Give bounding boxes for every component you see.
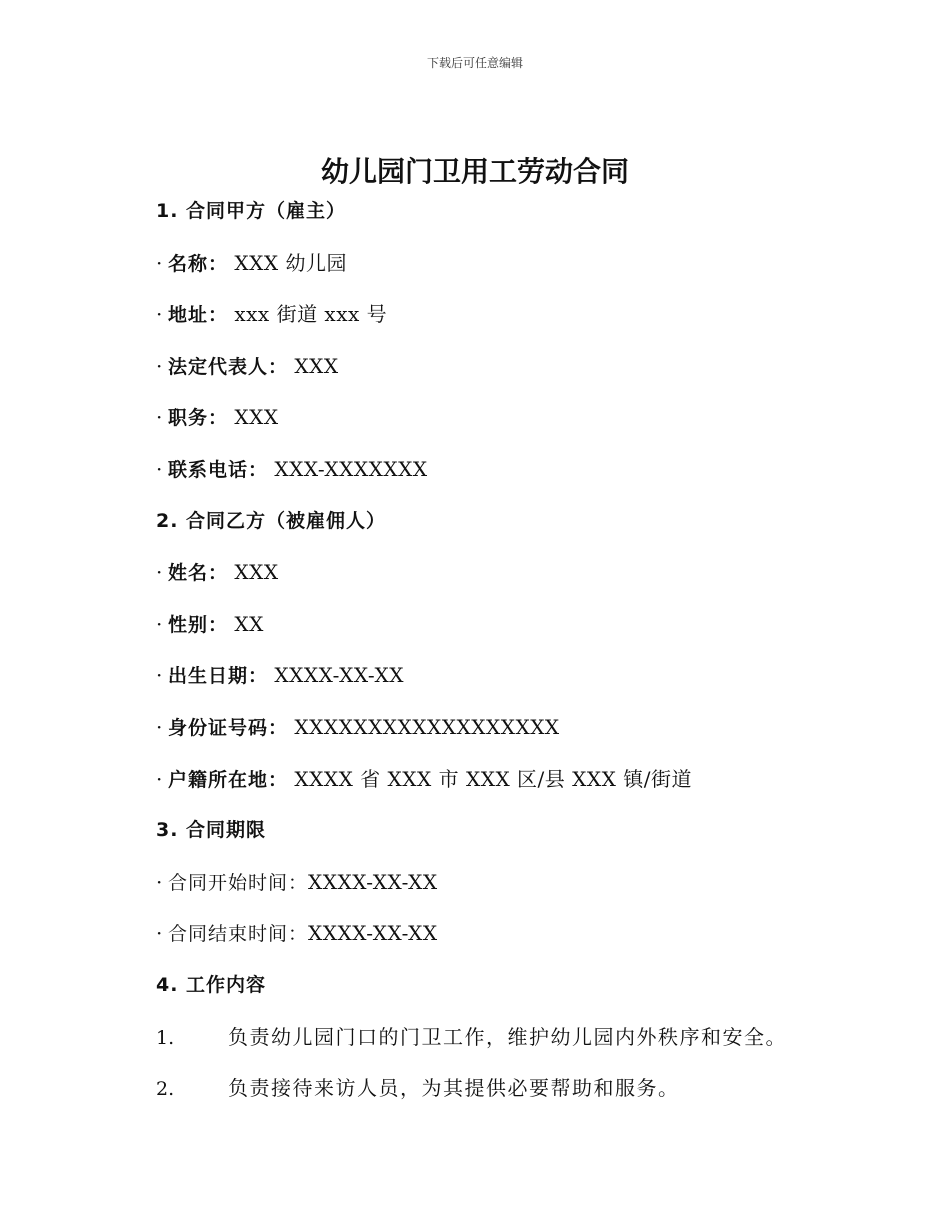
field-label: 姓名： bbox=[168, 562, 229, 585]
field-party-b-name bbox=[156, 555, 856, 607]
field-value: XXX 幼儿园 bbox=[234, 250, 347, 275]
section-heading-work: 4. 工作内容 bbox=[156, 973, 267, 996]
list-item-text: 负责幼儿园门口的门卫工作，维护幼儿园内外秩序和安全。 bbox=[228, 1024, 787, 1049]
field-party-a-legal-rep bbox=[156, 349, 856, 401]
list-item-text: 负责接待来访人员，为其提供必要帮助和服务。 bbox=[228, 1076, 680, 1101]
bullet: · bbox=[156, 869, 163, 894]
field-term-start bbox=[156, 865, 856, 917]
bullet: · bbox=[156, 560, 163, 585]
field-party-a-address bbox=[156, 297, 856, 349]
field-value: XXX bbox=[234, 560, 279, 585]
document-title: 幼儿园门卫用工劳动合同 bbox=[320, 155, 629, 188]
field-value: xxx 街道 xxx 号 bbox=[234, 302, 388, 327]
field-label: 性别： bbox=[168, 613, 229, 636]
list-item bbox=[156, 1020, 856, 1072]
field-value: XXXX-XX-XX bbox=[274, 663, 404, 688]
field-party-b-household bbox=[156, 762, 856, 814]
field-value: XXXX-XX-XX bbox=[308, 869, 438, 894]
field-label: 户籍所在地： bbox=[168, 768, 289, 791]
field-label: 地址： bbox=[168, 304, 229, 327]
bullet: · bbox=[156, 663, 163, 688]
field-label: 合同开始时间： bbox=[168, 871, 309, 894]
field-label: 出生日期： bbox=[168, 665, 269, 688]
field-value: XX bbox=[234, 611, 264, 636]
field-value: XXXXXXXXXXXXXXXXXX bbox=[294, 714, 560, 739]
field-party-b-gender bbox=[156, 607, 856, 659]
field-value: XXXX-XX-XX bbox=[308, 921, 438, 946]
field-value: XXX bbox=[234, 405, 279, 430]
field-party-a-name bbox=[156, 246, 856, 298]
field-party-b-birthdate bbox=[156, 658, 856, 710]
field-value: XXXX 省 XXX 市 XXX 区/县 XXX 镇/街道 bbox=[294, 766, 692, 791]
field-party-a-phone bbox=[156, 452, 856, 504]
section-heading-party-a: 1. 合同甲方（雇主） bbox=[156, 200, 347, 222]
section-heading-term: 3. 合同期限 bbox=[156, 819, 267, 842]
bullet: · bbox=[156, 611, 163, 636]
list-item-number: 2. bbox=[156, 1078, 175, 1101]
bullet: · bbox=[156, 766, 163, 791]
field-party-a-position bbox=[156, 400, 856, 452]
bullet: · bbox=[156, 302, 163, 327]
field-value: XXX-XXXXXXX bbox=[274, 456, 428, 481]
list-item-number: 1. bbox=[156, 1026, 175, 1049]
document-body bbox=[156, 194, 856, 1123]
field-label: 联系电话： bbox=[168, 458, 269, 481]
field-value: XXX bbox=[294, 353, 339, 378]
bullet: · bbox=[156, 921, 163, 946]
field-label: 职务： bbox=[168, 407, 229, 430]
field-party-b-id-number bbox=[156, 710, 856, 762]
field-label: 名称： bbox=[168, 252, 229, 275]
field-label: 合同结束时间： bbox=[168, 923, 309, 946]
field-label: 法定代表人： bbox=[168, 355, 289, 378]
header-note: 下载后可任意编辑 bbox=[426, 56, 523, 70]
field-label: 身份证号码： bbox=[168, 716, 289, 739]
bullet: · bbox=[156, 405, 163, 430]
field-term-end bbox=[156, 916, 856, 968]
bullet: · bbox=[156, 250, 163, 275]
section-heading-party-b: 2. 合同乙方（被雇佣人） bbox=[156, 509, 387, 532]
bullet: · bbox=[156, 353, 163, 378]
list-item bbox=[156, 1071, 856, 1123]
bullet: · bbox=[156, 714, 163, 739]
bullet: · bbox=[156, 456, 163, 481]
